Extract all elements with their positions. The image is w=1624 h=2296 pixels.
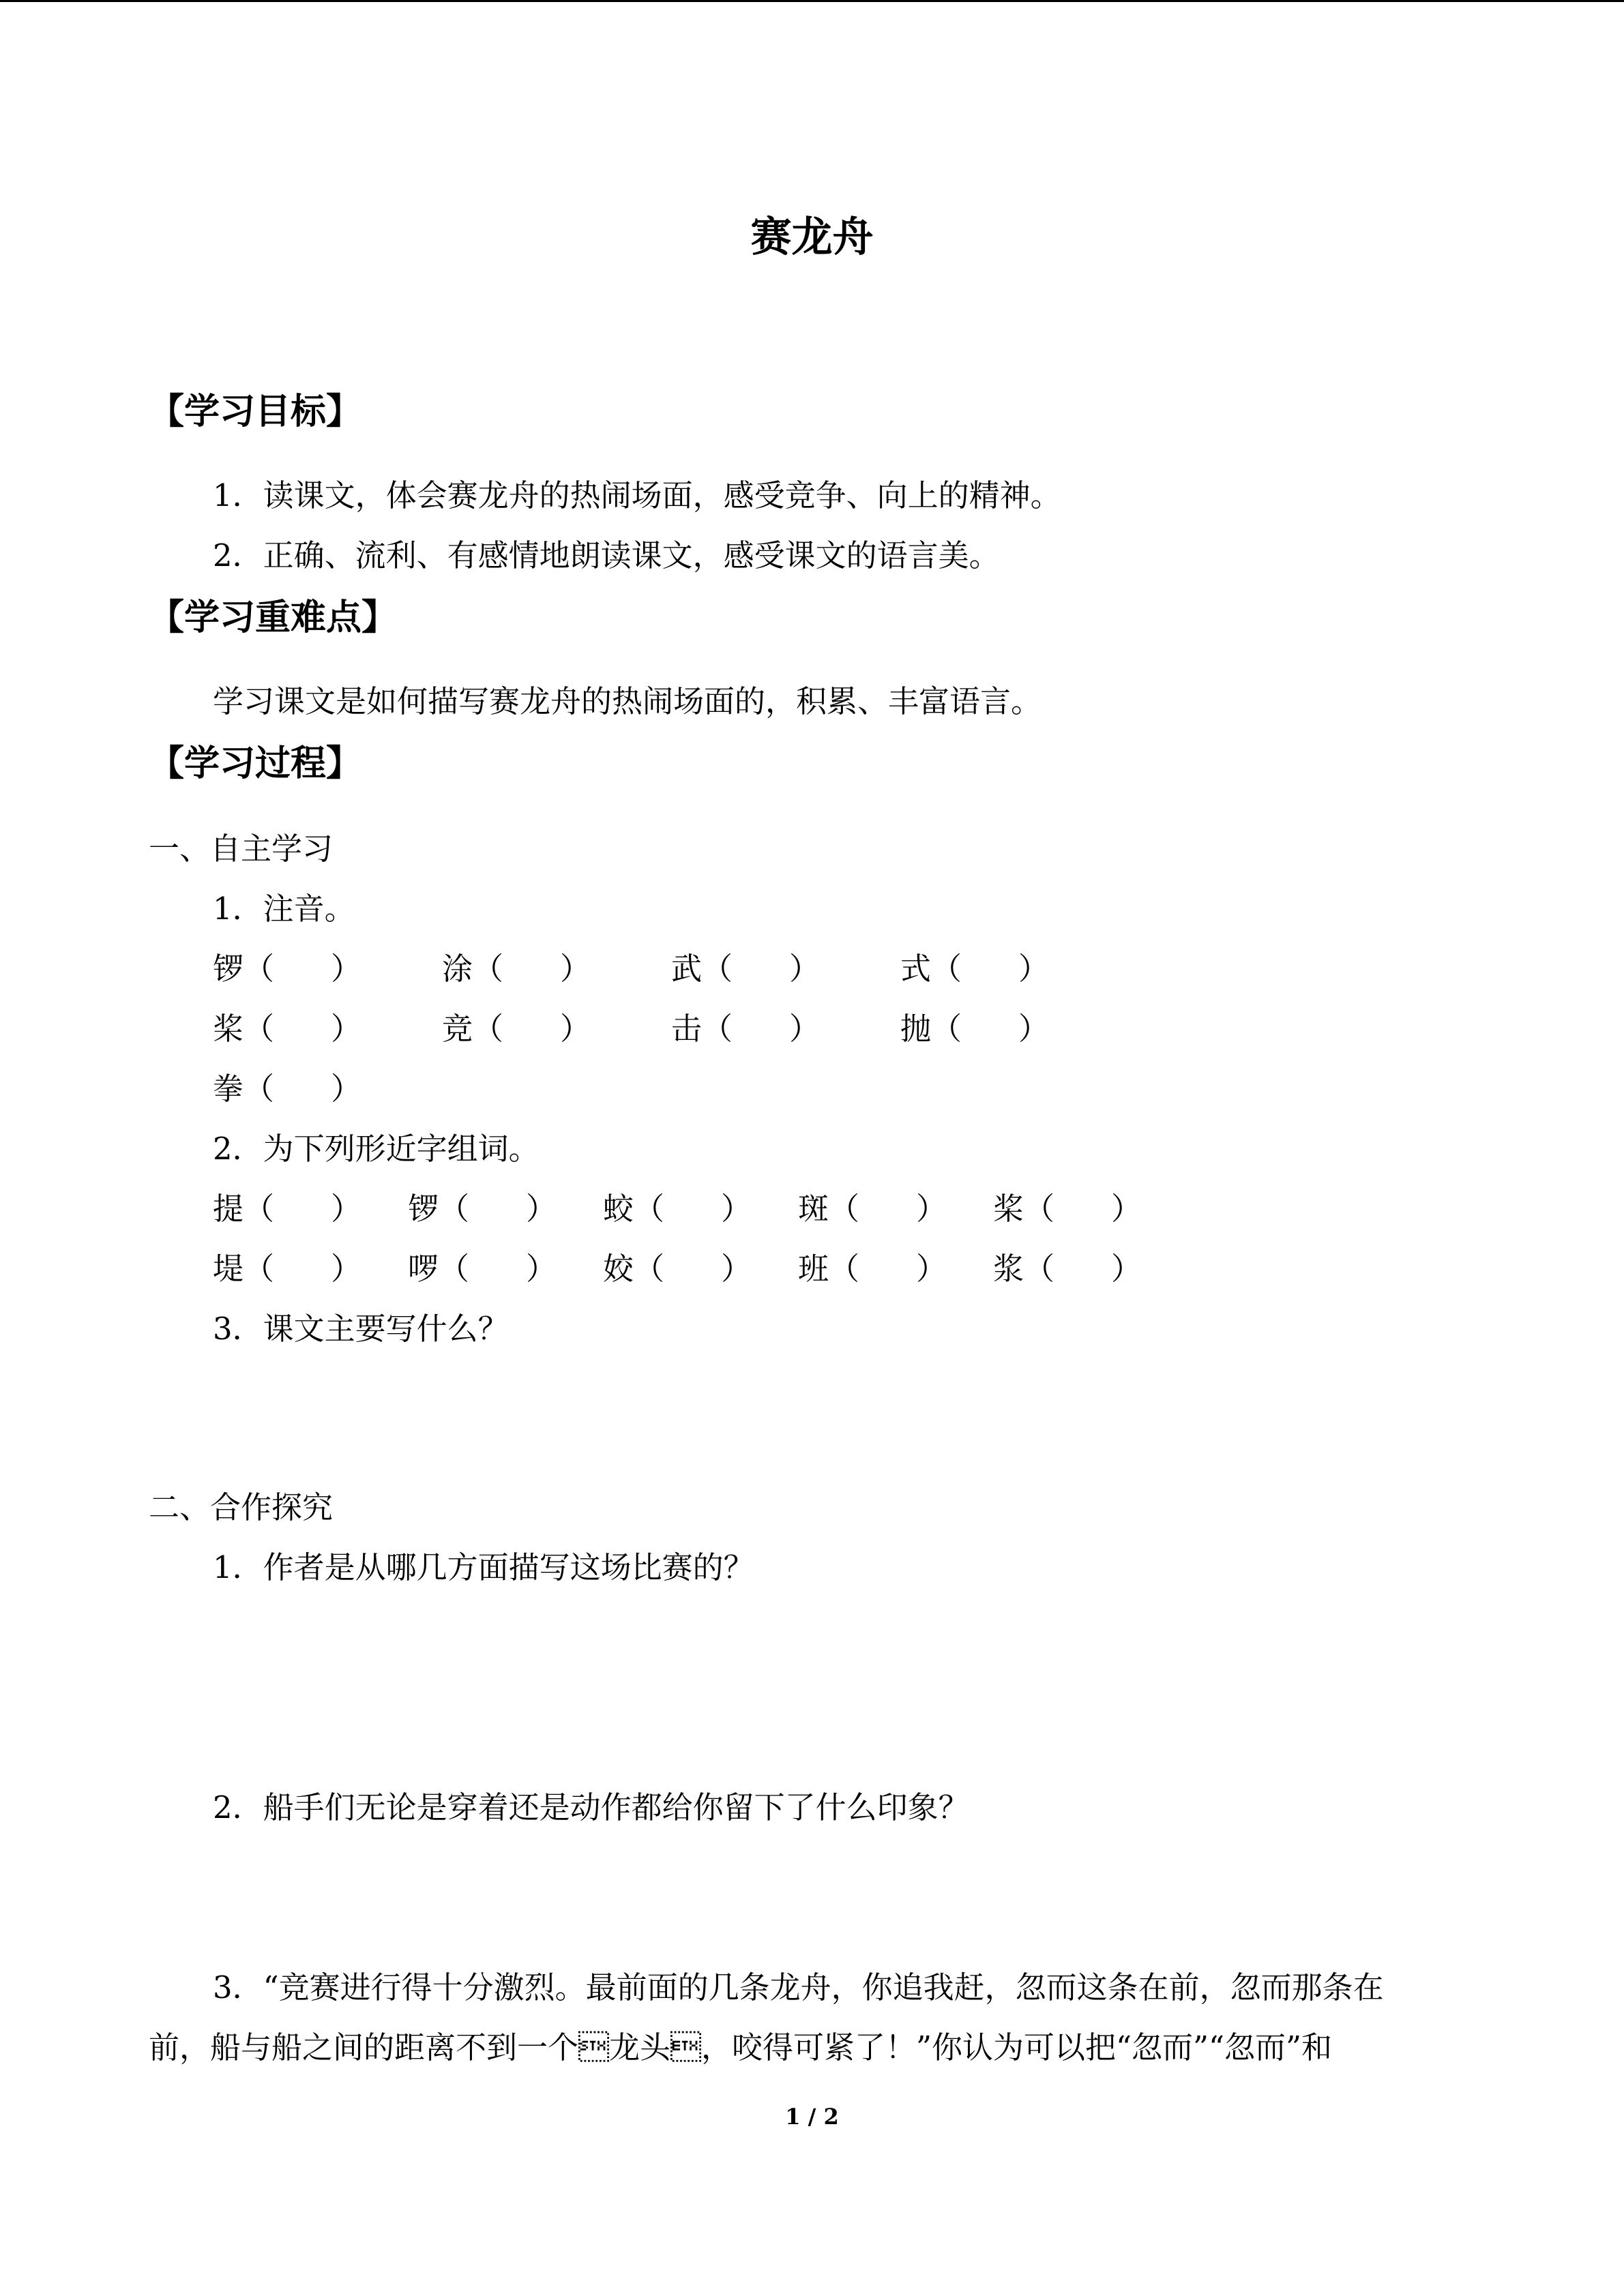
phonetic-item: 锣（ ） bbox=[213, 951, 362, 987]
section-heading-goals: 【学习目标】 bbox=[149, 391, 362, 432]
word-item: 浆（ ） bbox=[993, 1251, 1142, 1287]
goal-item-1: 1．读课文，体会赛龙舟的热闹场面，感受竞争、向上的精神。 bbox=[213, 477, 1061, 513]
word-item: 堤（ ） bbox=[213, 1251, 362, 1287]
phonetic-item: 武（ ） bbox=[671, 951, 821, 987]
page-number: 1 / 2 bbox=[785, 2104, 839, 2130]
phonetic-item: 击（ ） bbox=[671, 1011, 821, 1047]
part1-heading: 一、自主学习 bbox=[149, 831, 334, 867]
word-item: 锣（ ） bbox=[408, 1191, 557, 1227]
key-points-text: 学习课文是如何描写赛龙舟的热闹场面的，积累、丰富语言。 bbox=[213, 683, 1042, 719]
phonetic-item: 抛（ ） bbox=[900, 1011, 1050, 1047]
part1-q2-label: 2．为下列形近字组词。 bbox=[213, 1131, 540, 1167]
part1-q1-label: 1．注音。 bbox=[213, 891, 355, 927]
part2-q3-line2: 前，船与船之间的距离不到一个龙头，咬得可紧了！”你认为可以把“忽而”“忽而”和 bbox=[149, 2029, 1333, 2066]
word-item: 桨（ ） bbox=[993, 1191, 1142, 1227]
phonetic-item: 式（ ） bbox=[900, 951, 1050, 987]
section-heading-key-points: 【学习重难点】 bbox=[149, 597, 398, 638]
page-title: 赛龙舟 bbox=[750, 213, 874, 261]
word-item: 啰（ ） bbox=[408, 1251, 557, 1287]
word-item: 姣（ ） bbox=[603, 1251, 752, 1287]
goal-item-2: 2．正确、流利、有感情地朗读课文，感受课文的语言美。 bbox=[213, 537, 1000, 573]
part1-q3-label: 3．课文主要写什么？ bbox=[213, 1311, 509, 1347]
word-item: 斑（ ） bbox=[798, 1191, 947, 1227]
part2-q1: 1．作者是从哪几方面描写这场比赛的？ bbox=[213, 1549, 754, 1585]
section-heading-process: 【学习过程】 bbox=[149, 743, 362, 784]
part2-q2: 2．船手们无论是穿着还是动作都给你留下了什么印象？ bbox=[213, 1789, 969, 1825]
phonetic-item: 竞（ ） bbox=[442, 1011, 591, 1047]
word-item: 班（ ） bbox=[798, 1251, 947, 1287]
part2-heading: 二、合作探究 bbox=[149, 1489, 334, 1525]
word-item: 蛟（ ） bbox=[603, 1191, 752, 1227]
phonetic-item: 涂（ ） bbox=[442, 951, 591, 987]
phonetic-item: 拳（ ） bbox=[213, 1071, 362, 1107]
phonetic-item: 桨（ ） bbox=[213, 1011, 362, 1047]
part2-q3-line1: 3．“竞赛进行得十分激烈。最前面的几条龙舟，你追我赶，忽而这条在前，忽而那条在 bbox=[213, 1969, 1384, 2006]
word-item: 提（ ） bbox=[213, 1191, 362, 1227]
